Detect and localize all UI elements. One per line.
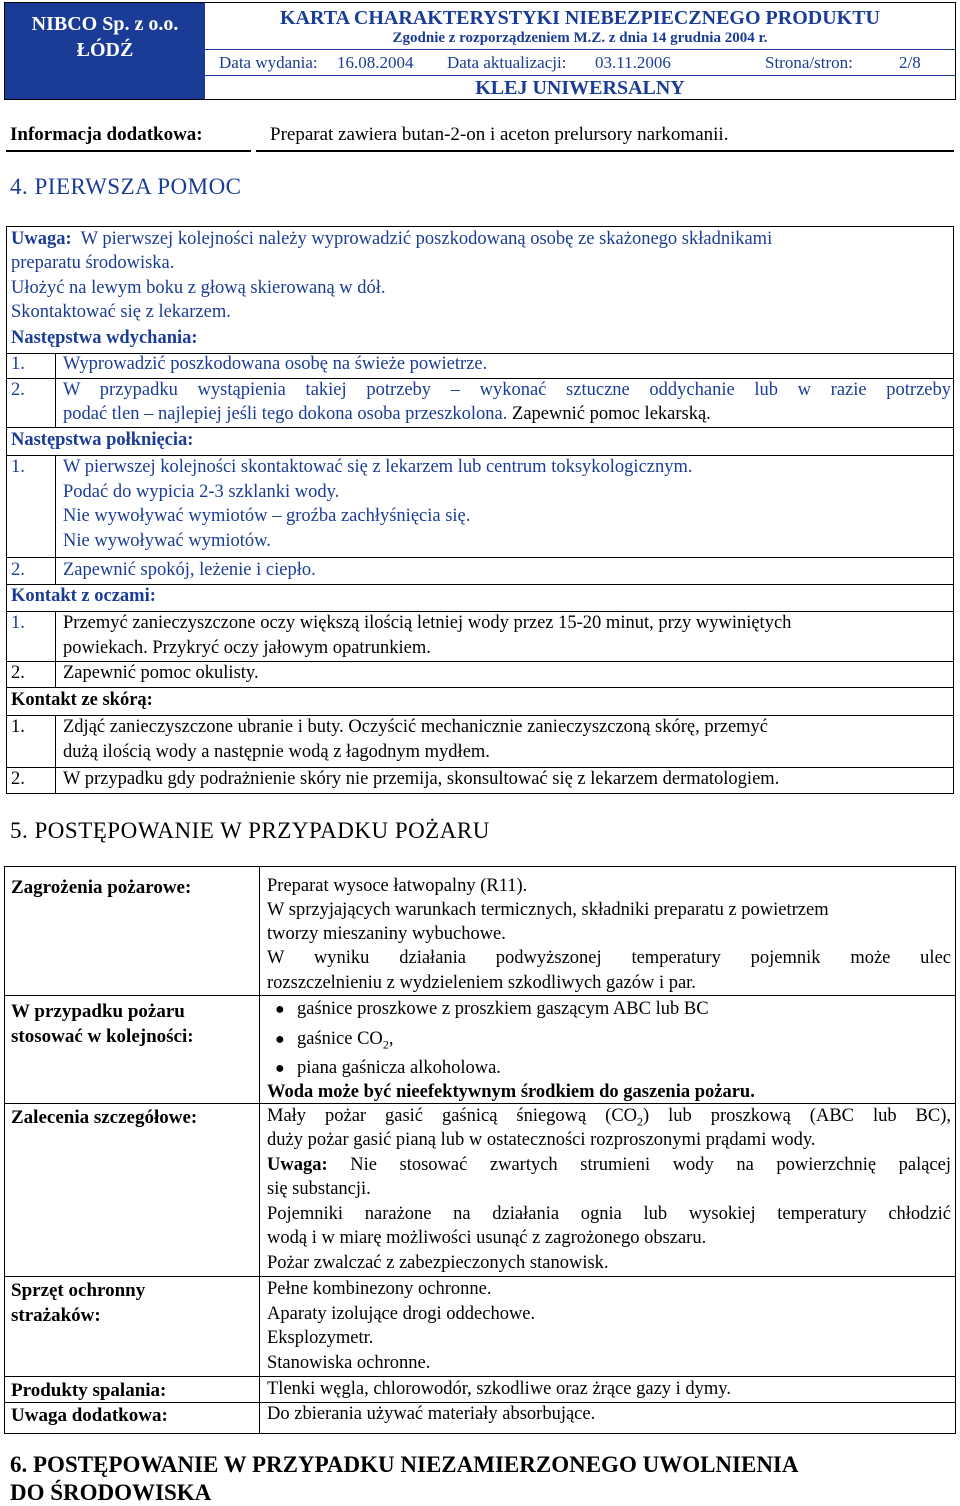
inhalation-step: W przypadku wystąpienia takiej potrzeby – wykonać sztuczne oddychanie lub w razie potrzeby [63, 380, 951, 400]
subscript: 2 [382, 1037, 389, 1052]
row-divider [7, 557, 953, 558]
row-divider [7, 767, 953, 768]
details-text: się substancji. [267, 1179, 371, 1199]
extinguish-label: W przypadku pożaru [11, 1001, 185, 1022]
section-4-title: 4. PIERWSZA POMOC [10, 174, 242, 199]
row-divider [7, 584, 953, 585]
row-divider [7, 611, 953, 612]
column-divider [259, 867, 260, 1433]
info-label: Informacja dodatkowa: [10, 124, 203, 145]
update-date: 03.11.2006 [595, 53, 671, 72]
section-6-title-cont: DO ŚRODOWISKA [10, 1480, 212, 1505]
details-text: Pojemniki narażone na działania ognia lub wysokiej temperatury chłodzić [267, 1204, 951, 1224]
extinguisher-item: gaśnice CO [297, 1029, 383, 1049]
row-divider [5, 1103, 955, 1104]
divider [6, 150, 251, 152]
column-divider [55, 611, 56, 687]
item-number: 1. [11, 354, 25, 374]
update-label: Data aktualizacji: [447, 53, 567, 72]
section-6-title: 6. POSTĘPOWANIE W PRZYPADKU NIEZAMIERZONEGO UWOLNIENIA [10, 1452, 799, 1477]
gear-label: strażaków: [11, 1305, 101, 1326]
fire-hazards-label: Zagrożenia pożarowe: [11, 877, 192, 898]
item-number: 1. [11, 717, 25, 737]
details-text: duży pożar gasić pianą lub w ostateczności rozproszonymi prądami wody. [267, 1130, 816, 1150]
item-number: 2. [11, 380, 25, 400]
eye-contact-step: Przemyć zanieczyszczone oczy większą ilością letniej wody przez 15-20 minut, przy wywiniętych [63, 613, 792, 633]
row-divider [7, 378, 953, 379]
details-text: Pożar zwalczać z zabezpieczonych stanowisk. [267, 1253, 609, 1273]
bullet-icon: ● [275, 1001, 285, 1018]
ingestion-step: Nie wywoływać wymiotów. [63, 531, 271, 551]
details-text: Nie stosować zwartych strumieni wody na powierzchnię palącej [350, 1155, 951, 1175]
ingestion-step: Zapewnić spokój, leżenie i ciepło. [63, 560, 316, 580]
inhalation-heading: Następstwa wdychania: [11, 328, 198, 348]
gear-item: Pełne kombinezony ochronne. [267, 1279, 492, 1299]
page-number: 2/8 [899, 53, 921, 72]
info-text: Preparat zawiera butan-2-on i aceton prelursory narkomanii. [270, 124, 729, 145]
issue-date: 16.08.2004 [337, 53, 414, 72]
gear-item: Stanowiska ochronne. [267, 1353, 431, 1373]
medical-help: Zapewnić pomoc lekarską. [512, 404, 711, 424]
company-name: NIBCO Sp. z o.o. [31, 13, 179, 35]
fire-hazards-text: W sprzyjających warunkach termicznych, składniki preparatu z powietrzem [267, 900, 829, 920]
header-info [205, 3, 955, 99]
ingestion-step: Nie wywoływać wymiotów – groźba zachłyśnięcia się. [63, 506, 471, 526]
row-divider [5, 1276, 955, 1277]
column-divider [55, 353, 56, 427]
details-text: ) lub proszkową (ABC lub BC), [643, 1106, 951, 1126]
document-header [4, 2, 956, 100]
column-divider [55, 715, 56, 793]
company-city: ŁÓDŹ [76, 39, 134, 61]
company-block [5, 3, 205, 99]
punctuation: , [388, 1029, 394, 1049]
inhalation-step: Wyprowadzić poszkodowana osobę na świeże powietrze. [63, 354, 488, 374]
skin-contact-heading: Kontakt ze skórą: [11, 690, 153, 710]
contact-doctor: Skontaktować się z lekarzem. [11, 302, 231, 322]
fire-hazards-text: rozszczelnieniu z wydzieleniem szkodliwych gazów i par. [267, 973, 696, 993]
ingestion-heading: Następstwa połknięcia: [11, 430, 194, 450]
fire-hazards-text: W wyniku działania podwyższonej temperatury pojemnik może ulec [267, 948, 951, 968]
item-number: 1. [11, 613, 25, 633]
issue-label: Data wydania: [219, 53, 318, 72]
note-text-cont: preparatu środowiska. [11, 253, 175, 273]
bullet-icon: ● [275, 1060, 285, 1077]
skin-contact-step: Zdjąć zanieczyszczone ubranie i buty. [63, 717, 344, 737]
extra-note-label: Uwaga dodatkowa: [11, 1405, 168, 1426]
document-regulation: Zgodnie z rozporządzeniem M.Z. z dnia 14 grudnia 2004 r. [392, 30, 768, 46]
combustion-text: Tlenki węgla, chlorowodór, szkodliwe oraz żrące gazy i dymy. [267, 1379, 731, 1399]
extinguisher-item: piana gaśnicza alkoholowa. [297, 1058, 501, 1078]
details-text: wodą i w miarę możliwości usunąć z zagrożonego obszaru. [267, 1228, 707, 1248]
fire-hazards-text: tworzy mieszaniny wybuchowe. [267, 924, 506, 944]
details-note-label: Uwaga: [267, 1155, 328, 1175]
gear-label: Sprzęt ochronny [11, 1280, 146, 1301]
column-divider [55, 455, 56, 584]
row-divider [5, 1402, 955, 1403]
header-divider [205, 49, 955, 50]
inhalation-step-cont: podać tlen – najlepiej jeśli tego dokona osoba przeszkolona. [63, 404, 508, 424]
gear-item: Aparaty izolujące drogi oddechowe. [267, 1304, 536, 1324]
row-divider [7, 715, 953, 716]
row-divider [7, 661, 953, 662]
page-label: Strona/stron: [765, 53, 853, 72]
extinguish-label: stosować w kolejności: [11, 1026, 194, 1047]
ingestion-step: W pierwszej kolejności skontaktować się z lekarzem lub centrum toksykologicznym. [63, 457, 693, 477]
item-number: 2. [11, 663, 25, 683]
header-divider [205, 75, 955, 76]
skin-contact-step: Oczyścić mechanicznie zanieczyszczoną skórę, przemyć [348, 717, 769, 737]
row-divider [7, 687, 953, 688]
divider [256, 150, 954, 152]
note-label: Uwaga: [11, 229, 72, 249]
first-aid-box [6, 226, 954, 794]
item-number: 2. [11, 769, 25, 789]
bullet-icon: ● [275, 1031, 285, 1048]
extinguisher-item: gaśnice proszkowe z proszkiem gaszącym ABC lub BC [297, 999, 709, 1019]
eye-contact-heading: Kontakt z oczami: [11, 586, 156, 606]
row-divider [7, 427, 953, 428]
eye-contact-step: powiekach. Przykryć oczy jałowym opatrunkiem. [63, 638, 431, 658]
note-text: W pierwszej kolejności należy wyprowadzić poszkodowaną osobę ze skażonego składnikami [80, 229, 773, 249]
gear-item: Eksplozymetr. [267, 1328, 374, 1348]
fire-hazards-text: Preparat wysoce łatwopalny (R11). [267, 876, 528, 896]
combustion-label: Produkty spalania: [11, 1380, 167, 1401]
fire-fighting-box [4, 866, 956, 1434]
row-divider [5, 995, 955, 996]
water-warning: Woda może być nieefektywnym środkiem do gaszenia pożaru. [267, 1082, 755, 1102]
skin-contact-step: dużą ilością wody a następnie wodą z łagodnym mydłem. [63, 742, 490, 762]
skin-contact-step: W przypadku gdy podrażnienie skóry nie przemija, skonsultować się z lekarzem dermatologiem. [63, 769, 780, 789]
row-divider [5, 1376, 955, 1377]
details-label: Zalecenia szczegółowe: [11, 1107, 198, 1128]
position-instruction: Ułożyć na lewym boku z głową skierowaną w dół. [11, 278, 386, 298]
item-number: 1. [11, 457, 25, 477]
document-title: KARTA CHARAKTERYSTYKI NIEBEZPIECZNEGO PRODUKTU [280, 7, 880, 29]
eye-contact-step: Zapewnić pomoc okulisty. [63, 663, 259, 683]
row-divider [7, 455, 953, 456]
details-text: Mały pożar gasić gaśnicą śniegową (CO [267, 1106, 638, 1126]
item-number: 2. [11, 560, 25, 580]
ingestion-step: Podać do wypicia 2-3 szklanki wody. [63, 482, 340, 502]
subscript: 2 [637, 1114, 644, 1129]
extra-note-text: Do zbierania używać materiały absorbujące. [267, 1404, 596, 1424]
product-name: KLEJ UNIWERSALNY [475, 77, 685, 99]
section-5-title: 5. POSTĘPOWANIE W PRZYPADKU POŻARU [10, 818, 490, 843]
